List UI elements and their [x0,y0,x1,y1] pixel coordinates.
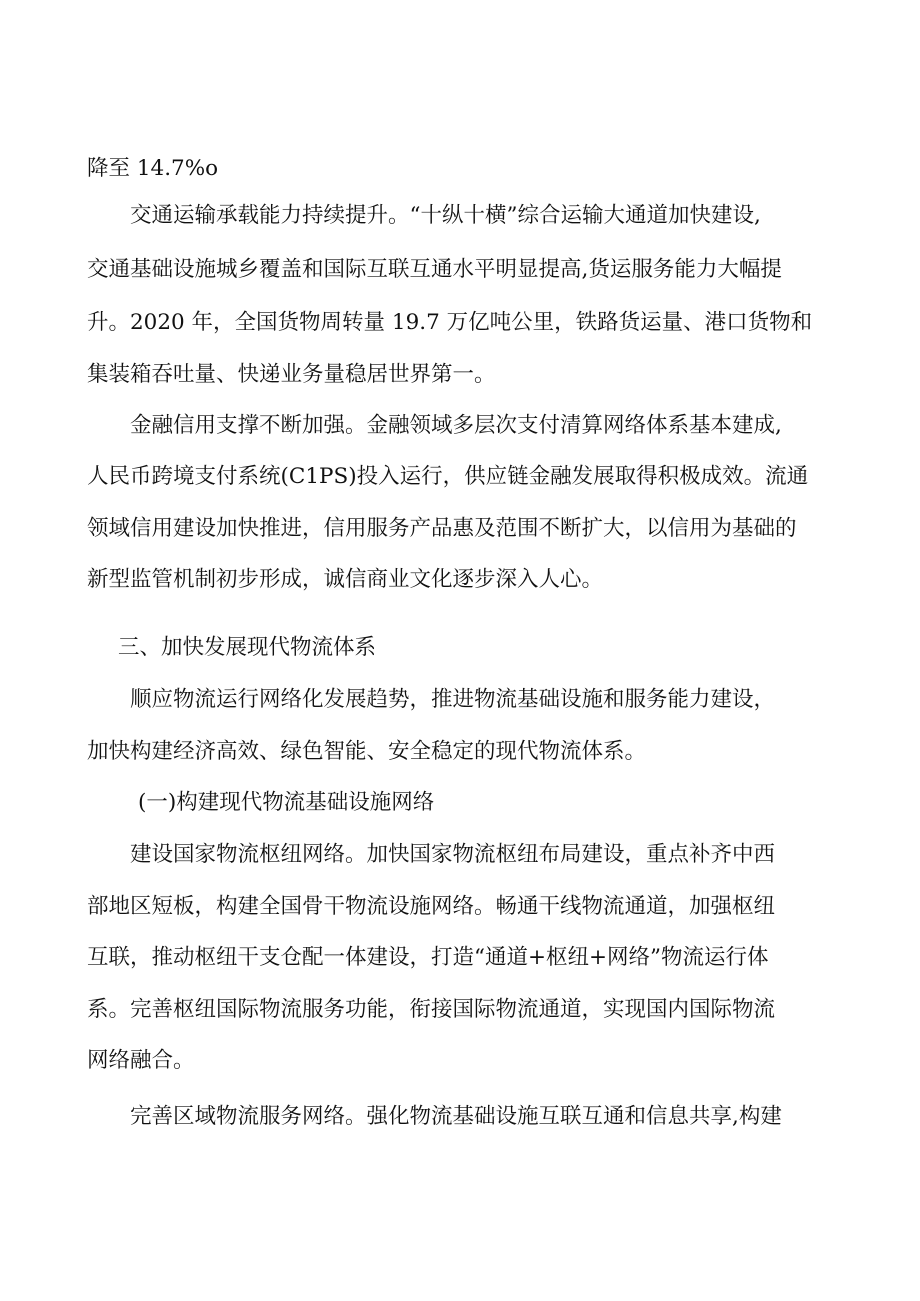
paragraph-intro-line-2: 加快构建经济高效、绿色智能、安全稳定的现代物流体系。 [87,739,647,764]
paragraph-transport-line-2: 交通基础设施城乡覆盖和国际互联互通水平明显提高,货运服务能力大幅提 [87,257,782,282]
paragraph-finance-line-4: 新型监管机制初步形成，诚信商业文化逐步深入人心。 [87,567,604,592]
continuation-line: 降至 14.7%o [87,156,219,181]
paragraph-hub-line-4: 系。完善枢纽国际物流服务功能，衔接国际物流通道，实现国内国际物流 [87,997,776,1022]
section-heading: 三、加快发展现代物流体系 [118,635,377,660]
paragraph-transport-line-4: 集装箱吞吐量、快递业务量稳居世界第一。 [87,362,496,387]
paragraph-transport-line-1: 交通运输承载能力持续提升。“十纵十横”综合运输大通道加快建设, [130,203,761,228]
paragraph-finance-line-2: 人民币跨境支付系统(C1PS)投入运行，供应链金融发展取得积极成效。流通 [87,464,809,489]
paragraph-hub-line-1: 建设国家物流枢纽网络。加快国家物流枢纽布局建设，重点补齐中西 [130,842,776,867]
paragraph-intro-line-1: 顺应物流运行网络化发展趋势，推进物流基础设施和服务能力建设， [130,687,776,712]
paragraph-transport-line-3: 升。2020 年，全国货物周转量 19.7 万亿吨公里，铁路货运量、港口货物和 [87,310,813,335]
paragraph-regional-line-1: 完善区域物流服务网络。强化物流基础设施互联互通和信息共享,构建 [130,1104,782,1129]
paragraph-hub-line-5: 网络融合。 [87,1048,195,1073]
paragraph-hub-line-3: 互联，推动枢纽干支仓配一体建设，打造“通道+枢纽+网络”物流运行体 [87,945,769,970]
paragraph-finance-line-1: 金融信用支撑不断加强。金融领域多层次支付清算网络体系基本建成, [130,413,782,438]
paragraph-finance-line-3: 领域信用建设加快推进，信用服务产品惠及范围不断扩大，以信用为基础的 [87,516,797,541]
subsection-heading: (一)构建现代物流基础设施网络 [138,790,435,815]
paragraph-hub-line-2: 部地区短板，构建全国骨干物流设施网络。畅通干线物流通道，加强枢纽 [87,894,776,919]
